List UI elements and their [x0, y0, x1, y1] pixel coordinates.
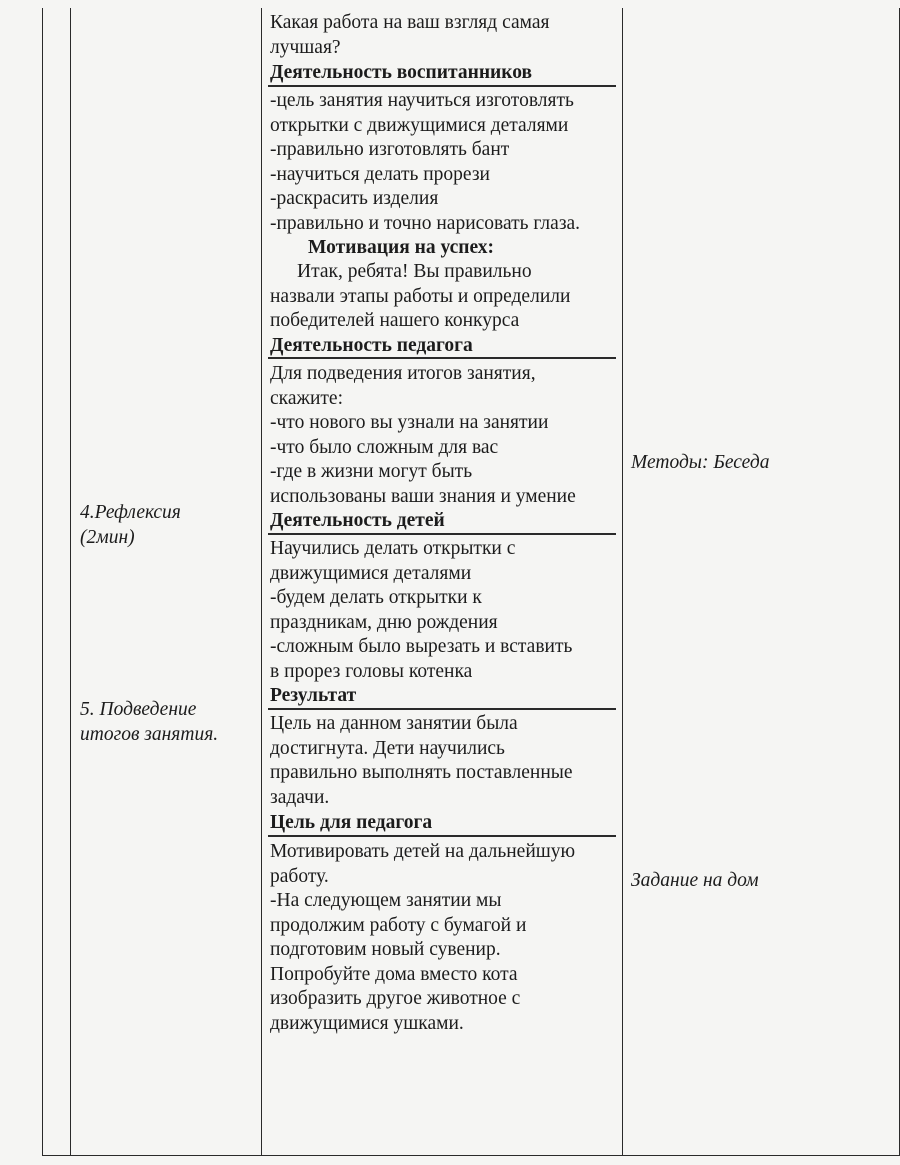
motivation-heading: Мотивация на успех:: [308, 237, 495, 258]
homework-label: Задание на дом: [631, 870, 759, 891]
children-heading: Деятельность детей: [270, 510, 445, 531]
result-text: Цель на данном занятии была достигнута. Дети научились правильно выполнять поставленные задачи.: [270, 713, 573, 808]
table-border-bottom: [42, 1155, 900, 1156]
stage-summary: 5. Подведение итогов занятия.: [80, 699, 219, 745]
table-border-left: [42, 8, 43, 1156]
intro-question: Какая работа на ваш взгляд самая лучшая?: [270, 12, 550, 58]
teacher-heading-rule: [268, 357, 616, 359]
goal-heading: Цель для педагога: [270, 812, 433, 833]
table-border-inner: [70, 8, 71, 1156]
pupils-heading-rule: [268, 85, 616, 87]
result-heading: Результат: [270, 685, 357, 706]
result-heading-rule: [268, 708, 616, 710]
table-border-col3: [622, 8, 623, 1156]
stage-reflection: 4.Рефлексия (2мин): [80, 502, 181, 548]
teacher-text: Для подведения итогов занятия, скажите: -что нового вы узнали на занятии -что было сложным для вас -где в жизни могут быть использованы ваши знания и умение: [270, 363, 576, 507]
goal-heading-rule: [268, 835, 616, 837]
pupils-heading: Деятельность воспитанников: [270, 62, 533, 83]
methods-label: Методы: Беседа: [631, 452, 770, 473]
table-border-col2: [261, 8, 262, 1156]
children-heading-rule: [268, 533, 616, 535]
children-text: Научились делать открытки с движущимися деталями -будем делать открытки к праздникам, дню рождения -сложным было вырезать и вставить в прорез головы котенка: [270, 538, 573, 682]
motivation-text: Итак, ребята! Вы правильно назвали этапы работы и определили победителей нашего конкурса: [270, 261, 571, 331]
pupils-text: -цель занятия научиться изготовлять открытки с движущимися деталями -правильно изготовлять бант -научиться делать прорези -раскрасить изделия -правильно и точно нарисовать глаза.: [270, 90, 581, 234]
teacher-heading: Деятельность педагога: [270, 335, 473, 356]
goal-text: Мотивировать детей на дальнейшую работу. -На следующем занятии мы продолжим работу с бумагой и подготовим новый сувенир. Попробуйте дома вместо кота изобразить другое животное с движущимися ушками.: [270, 841, 576, 1034]
